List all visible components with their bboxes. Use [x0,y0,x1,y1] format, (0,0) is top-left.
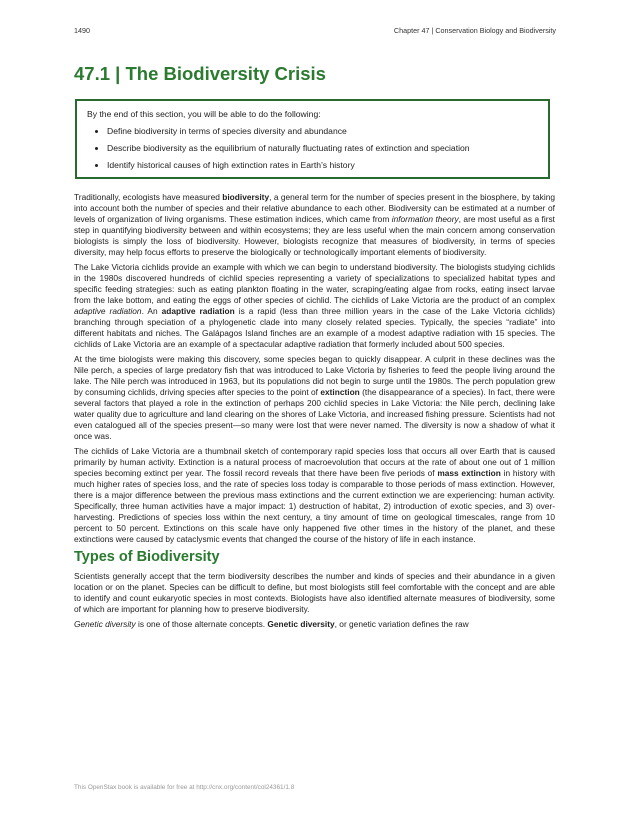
text-run: , a general term for the number of species present in the biosphere, by taking into account both the number of species and their relative abundance to each other. Biodiversity can be estimated at a number of levels of organization of living organisms. These estimation indices, which came from [74,192,555,224]
paragraph-cichlids [74,262,555,350]
page-number: 1490 [74,26,90,35]
text-run: . An [141,306,162,316]
term-mass-extinction: mass extinction [437,468,501,478]
term-extinction: extinction [320,387,360,397]
objectives-list [87,126,538,171]
section-title: 47.1 | The Biodiversity Crisis [74,63,326,84]
objective-item: • Describe biodiversity as the equilibrium of naturally fluctuating rates of extinction and speciation [107,143,538,154]
term-information-theory: information theory [391,214,459,224]
term-genetic-diversity: Genetic diversity [267,619,335,629]
term-adaptive-radiation-italic: adaptive radiation [74,306,142,316]
text-run: The cichlids of Lake Victoria are a thumbnail sketch of contemporary rapid species loss that occurs all over Earth that is caused primarily by human activity. Extinction is a natural process of macroevolution that occurs at the rate of about one out of 1 million species becoming extinct per year. The fossil record reveals that there have been five periods of [74,446,555,478]
learning-objectives-box [75,99,550,179]
paragraph-mass-extinction [74,446,555,545]
subheading-types-of-biodiversity: Types of Biodiversity [74,549,220,565]
objective-item: • Identify historical causes of high extinction rates in Earth’s history [107,160,538,171]
text-run: (the disappearance of a species). In fact, there were several factors that played a role in the extinction of perhaps 200 cichlid species in Lake Victoria: the Nile perch, declining lake water quality due to agriculture and land clearing on the shores of Lake Victoria, and increased fishing pressure. Scientists had not even catalogued all of the species present—so many were lost that were never named. The diversity is now a shadow of what it once was. [74,387,556,441]
text-run: Traditionally, ecologists have measured [74,192,223,202]
text-run: Scientists generally accept that the term biodiversity describes the number and kinds of species and their abundance in a given location or on the planet. Species can be difficult to define, but most biologists still feel comfortable with the concept and are able to identify and count eukaryotic species in most contexts. Biologists have also identified alternate measures of biodiversity, some of which are important for planning how to preserve biodiversity. [74,571,555,614]
text-run: The Lake Victoria cichlids provide an example with which we can begin to understand biodiversity. The biologists studying cichlids in the 1980s discovered hundreds of cichlid species representing a variety of specializations to specialized habitat types and specific feeding strategies: such as eating plankton floating in the water, scraping/eating algae from rocks, eating insect larvae from the lake bottom, and eating the eggs of other species of cichlid. The cichlids of Lake Victoria are the product of an complex [74,262,555,305]
text-run: , are most useful as a first step in quantifying biodiversity between and within ecosystems; they are less useful when the main concern among conservation biologists is simply the loss of biodiversity. However, biologists recognize that measures of biodiversity, in terms of species diversity, may help focus efforts to preserve the biologically or technologically important elements of biodiversity. [74,214,555,257]
text-run: in history with much higher rates of species loss, and the rate of species loss today is comparable to those periods of mass extinction. However, there is a major difference between the previous mass extinctions and the current extinction we are experiencing: human activity. Specifically, three human activities have a major impact: 1) destruction of habitat, 2) introduction of exotic species, and 3) over-harvesting. Predictions of species loss within the next century, a tiny amount of time on geological timescales, range from 10 percent to 50 percent. Extinctions on this scale have only happened five other times in the history of the planet, and these extinctions were caused by cataclysmic events that changed the course of the history of life in each instance. [74,468,555,544]
page-footer: This OpenStax book is available for free at http://cnx.org/content/col24361/1.8 [74,784,295,791]
paragraph-genetic-diversity [74,619,555,630]
paragraph-nile-perch [74,354,555,442]
text-run: , or genetic variation defines the raw [334,619,469,629]
chapter-title: Chapter 47 | Conservation Biology and Biodiversity [393,26,556,35]
text-run: At the time biologists were making this discovery, some species began to quickly disappear. A culprit in these declines was the Nile perch, a species of large predatory fish that was introduced to Lake Victoria by fisheries to feed the people living around the lake. The Nile perch was introduced in 1963, but its populations did not begin to surge until the 1980s. The perch population grew by consuming cichlids, driving species after species to the point of [74,354,555,397]
term-genetic-diversity-italic: Genetic diversity [74,619,136,629]
paragraph-biodiversity [74,192,555,258]
body-text [74,192,555,634]
term-adaptive-radiation: adaptive radiation [161,306,235,316]
text-run: is a rapid (less than three million years in the case of the Lake Victoria cichlids) branching through speciation of a phylogenetic clade into many closely related species. Typically, the species “radiate” into different habitats and niches. The Galápagos Island finches are an example of a modest adaptive radiation with 15 species. The cichlids of Lake Victoria are an example of a spectacular adaptive radiation that formerly included about 500 species. [74,306,556,349]
objective-item: • Define biodiversity in terms of species diversity and abundance [107,126,538,137]
paragraph-species-definition [74,571,555,615]
objectives-intro: By the end of this section, you will be able to do the following: [87,109,321,119]
text-run: is one of those alternate concepts. [135,619,268,629]
term-biodiversity: biodiversity [222,192,270,202]
